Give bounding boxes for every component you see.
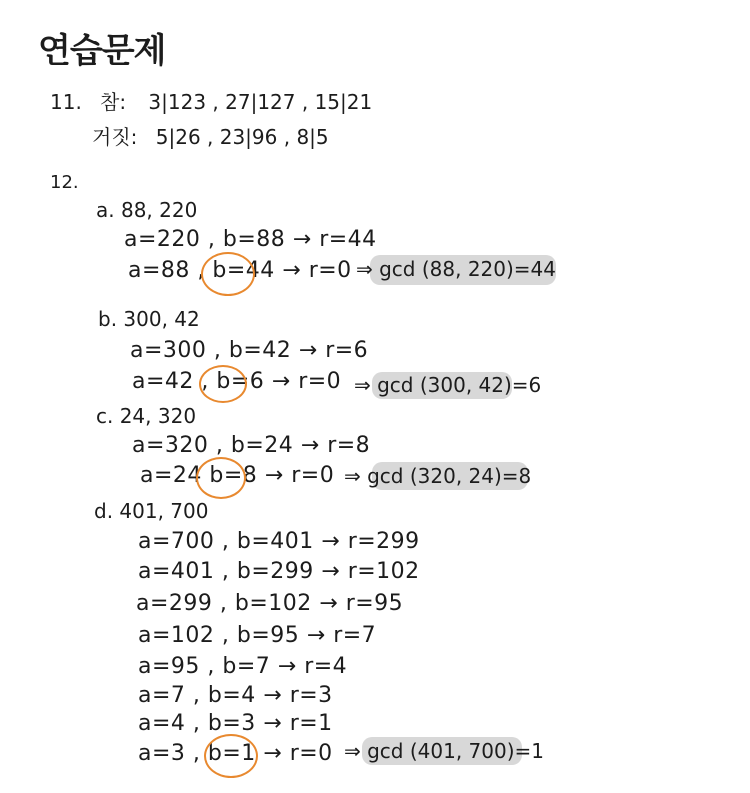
part-d-step: a=4 , b=3 → r=1 bbox=[138, 711, 333, 736]
q11-false-items: 5|26 , 23|96 , 8|5 bbox=[155, 125, 329, 149]
part-b-step: a=300 , b=42 → r=6 bbox=[130, 338, 369, 363]
q11-true-row bbox=[100, 92, 372, 112]
part-b-step: a=42 , b=6 → r=0 bbox=[132, 369, 342, 394]
part-d-step: a=401 , b=299 → r=102 bbox=[138, 559, 420, 584]
part-d-step: a=102 , b=95 → r=7 bbox=[138, 623, 377, 648]
part-c-step: a=24 b=8 → r=0 bbox=[140, 463, 335, 488]
circled-b-value bbox=[201, 252, 255, 296]
circled-b-value bbox=[196, 457, 246, 499]
part-b-label: b. 300, 42 bbox=[98, 307, 200, 331]
part-d-step: a=3 , b=1 → r=0 bbox=[138, 741, 333, 766]
part-d-label: d. 401, 700 bbox=[94, 499, 209, 523]
part-b-answer: ⇒ gcd (300, 42)=6 bbox=[354, 373, 542, 397]
part-d-step: a=7 , b=4 → r=3 bbox=[138, 683, 333, 708]
circled-b-value bbox=[199, 365, 247, 403]
part-d-step: a=95 , b=7 → r=4 bbox=[138, 654, 348, 679]
q11-false-label: 거짓: bbox=[92, 125, 138, 149]
q11-true-label: 참: bbox=[100, 90, 127, 114]
part-c-step: a=320 , b=24 → r=8 bbox=[132, 433, 371, 458]
part-c-label: c. 24, 320 bbox=[96, 404, 197, 428]
part-a-answer: ⇒ gcd (88, 220)=44 bbox=[356, 257, 557, 281]
page-title: 연습문제 bbox=[38, 31, 166, 71]
part-a-label: a. 88, 220 bbox=[96, 198, 198, 222]
part-a-step: a=88 , b=44 → r=0 bbox=[128, 258, 352, 283]
part-c-answer: ⇒ gcd (320, 24)=8 bbox=[344, 464, 532, 488]
part-d-answer: ⇒ gcd (401, 700)=1 bbox=[344, 739, 545, 763]
part-a-step: a=220 , b=88 → r=44 bbox=[124, 227, 377, 252]
q11-true-items: 3|123 , 27|127 , 15|21 bbox=[148, 90, 373, 114]
question-12-number: 12. bbox=[50, 172, 79, 193]
part-d-step: a=299 , b=102 → r=95 bbox=[136, 591, 404, 616]
part-d-step: a=700 , b=401 → r=299 bbox=[138, 529, 420, 554]
circled-b-value bbox=[204, 734, 258, 778]
question-11-number: 11. bbox=[50, 90, 82, 114]
q11-false-row bbox=[92, 127, 329, 147]
